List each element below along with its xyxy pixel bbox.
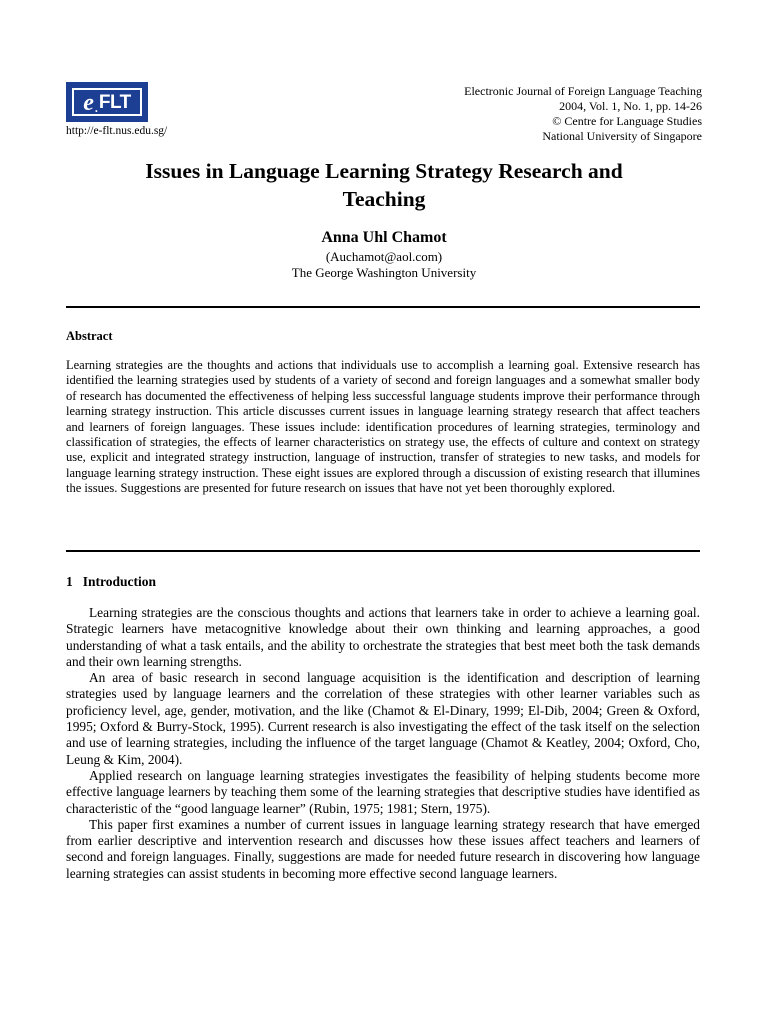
journal-institution: National University of Singapore	[542, 129, 702, 143]
journal-info	[464, 84, 702, 144]
intro-paragraph-3: Applied research on language learning strategies investigates the feasibility of helping students become more effective language learners by teaching them some of the learning strategies that descriptive studies have identified as characteristic of the “good language learner” (Rubin, 1975; 1981; Stern, 1975).	[66, 767, 700, 816]
logo-text-flt: FLT	[98, 91, 131, 113]
journal-name: Electronic Journal of Foreign Language Teaching	[464, 84, 702, 98]
divider-top	[66, 306, 700, 308]
journal-issue: 2004, Vol. 1, No. 1, pp. 14-26	[559, 99, 702, 113]
journal-copyright: © Centre for Language Studies	[552, 114, 702, 128]
eflt-logo	[66, 82, 148, 122]
logo-dot: .	[94, 100, 98, 115]
logo-frame	[72, 88, 142, 116]
section-title: Introduction	[82, 574, 157, 589]
intro-paragraph-4: This paper first examines a number of current issues in language learning strategy research that have emerged from earlier descriptive and intervention research and discusses how these issues affect teachers and learners of second and foreign languages. Finally, suggestions are made for needed future research in discovering how language learning strategies can assist students in becoming more effective second language learners.	[66, 816, 700, 881]
divider-bottom	[66, 550, 700, 552]
abstract-body: Learning strategies are the thoughts and actions that individuals use to accomplish a learning goal. Extensive research has identified the learning strategies used by students of a variety of second and foreign languages and a somewhat smaller body of research has documented the effectiveness of helping less successful language students improve their performance through learning strategy instruction. This article discusses current issues in language learning strategy research that affect teachers and learners of foreign languages. These issues include: identification procedures of learning strategies, terminology and classification of strategies, the effects of learner characteristics on strategy use, the effects of culture and context on strategy use, explicit and integrated strategy instruction, language of instruction, transfer of strategies to new tasks, and models for language learning strategy instruction. These eight issues are explored through a discussion of existing research that illumines the issues. Suggestions are presented for future research on issues that have not yet been thoroughly explored.	[66, 358, 700, 496]
abstract-heading: Abstract	[66, 329, 113, 343]
paper-title-line-2: Teaching	[342, 187, 426, 211]
journal-url: http://e-flt.nus.edu.sg/	[66, 125, 168, 137]
author-affiliation: The George Washington University	[291, 265, 477, 280]
logo-letter-e: e	[83, 90, 94, 116]
paper-title	[66, 157, 702, 213]
intro-paragraph-1: Learning strategies are the conscious thoughts and actions that learners take in order to achieve a learning goal. Strategic learners have metacognitive knowledge about their own thinking and learning approaches, a good understanding of what a task entails, and the ability to orchestrate the strategies that best meet both the task demands and their own learning strengths.	[66, 605, 700, 669]
author-name: Anna Uhl Chamot	[321, 229, 447, 246]
section-heading-introduction	[66, 573, 156, 590]
introduction-body	[66, 605, 700, 882]
section-number: 1	[66, 574, 73, 589]
intro-paragraph-2: An area of basic research in second language acquisition is the identification and description of learning strategies used by language learners and the correlation of these strategies with other learner variables such as proficiency level, age, gender, motivation, and the like (Chamot & El-Dinary, 1999; El-Dib, 2004; Green & Oxford, 1995; Oxford & Burry-Stock, 1995). Current research is also investigating the effect of the task itself on the selection and use of learning strategies, including the influence of the target language (Chamot & Keatley, 2004; Oxford, Cho, Leung & Kim, 2004).	[66, 670, 700, 767]
paper-title-line-1: Issues in Language Learning Strategy Research and	[145, 159, 623, 183]
author-email: (Auchamot@aol.com)	[325, 249, 443, 264]
